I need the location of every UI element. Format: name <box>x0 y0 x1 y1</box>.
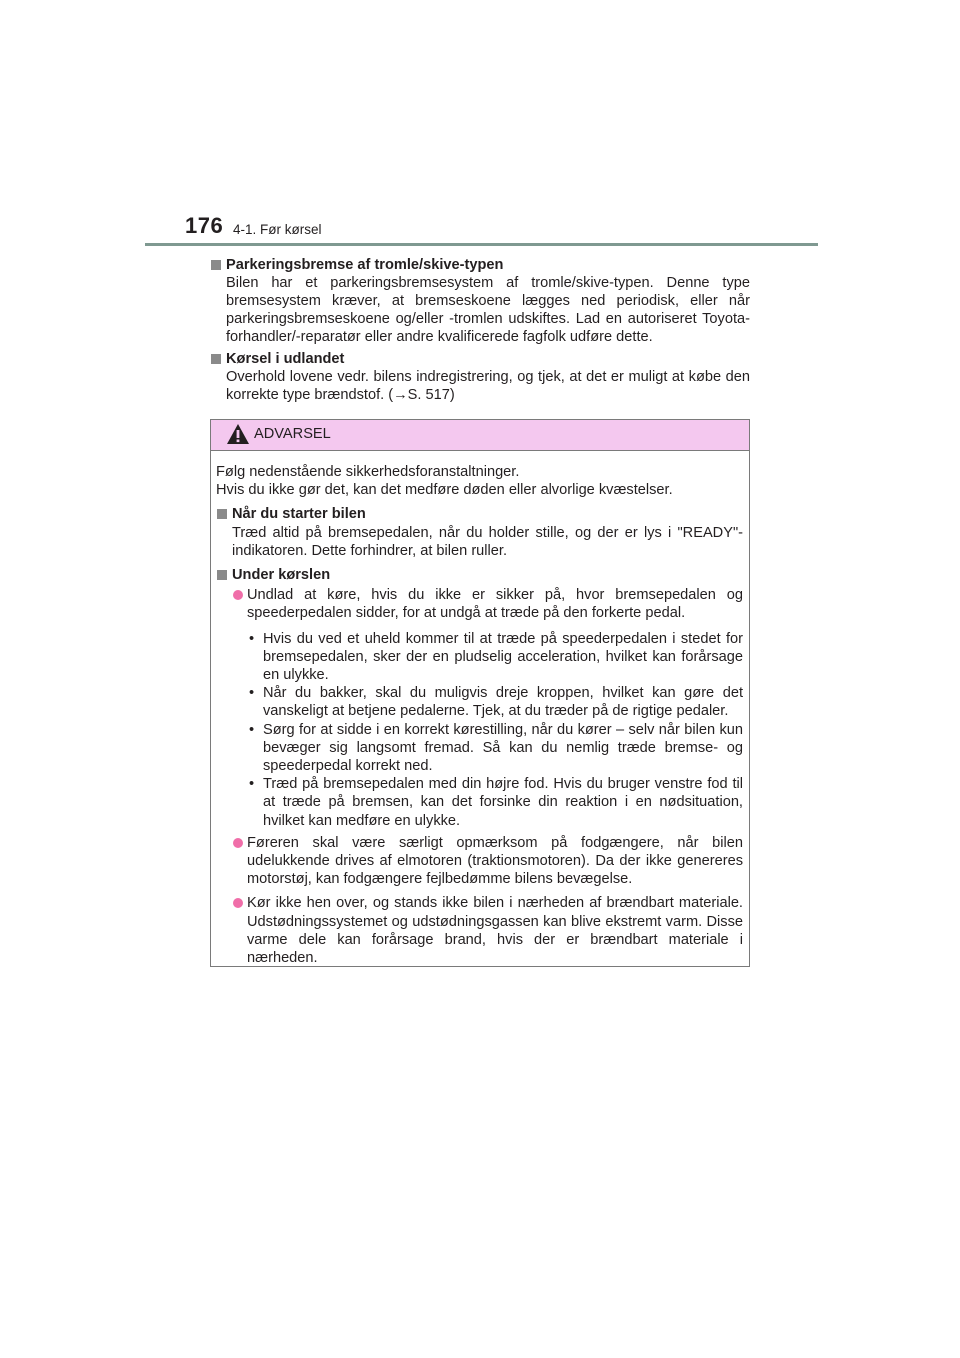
pink-dot-icon <box>233 590 243 600</box>
list-item <box>216 586 743 622</box>
warning-heading-text: Under kørslen <box>232 567 331 584</box>
section-paragraph: Overhold lovene vedr. bilens indregistrering, og tjek, at det er muligt at købe den korrekte type brændstof. (→S. 517) <box>226 369 750 403</box>
list-item-text: Føreren skal være særligt opmærksom på fodgængere, når bilen udelukkende drives af elmotoren (traktionsmotoren). Da der ikke genereres motorstøj, kan fodgængere fejlbedømme bilens bevægelse. <box>247 834 743 888</box>
list-item-text: Kør ikke hen over, og stands ikke bilen i nærheden af brændbart materiale. Udstødningssystemet og udstødningsgassen kan blive ekstremt varm. Disse varme dele kan forårsage brand, hvis der er brændbart materiale i nærheden. <box>247 895 743 967</box>
square-marker-icon <box>211 354 221 364</box>
pink-dot-icon <box>233 838 243 848</box>
warning-title: ADVARSEL <box>254 426 331 442</box>
sub-list-item-text: Når du bakker, skal du muligvis dreje kroppen, hvilket kan gøre det vanskeligt at betjene pedalerne. Tjek, at du træder på de rigtige pedaler. <box>263 685 743 720</box>
list-item-text: Undlad at køre, hvis du ikke er sikker på, hvor bremsepedalen og speederpedalen sidder, for at undgå at træde på den forkerte pedal. <box>247 587 743 622</box>
bullet-point-icon: • <box>249 776 255 793</box>
sub-list-item <box>216 684 743 720</box>
chapter-title: 4-1. Før kørsel <box>233 222 322 237</box>
square-marker-icon <box>217 509 227 519</box>
square-marker-icon <box>211 260 221 270</box>
sub-list-item-text: Hvis du ved et uheld kommer til at træde på speederpedalen i stedet for bremsepedalen, sker der en pludselig acceleration, hvilket kan forårsage en ulykke. <box>263 630 743 684</box>
warning-header <box>211 420 749 451</box>
warning-box <box>210 419 750 967</box>
sub-list-item <box>216 775 743 830</box>
pink-dot-icon <box>233 898 243 908</box>
sub-list <box>216 630 743 830</box>
list-item <box>216 894 743 967</box>
sub-list-item <box>216 630 743 685</box>
bullet-point-icon: • <box>249 630 255 647</box>
header-rule <box>145 243 818 246</box>
sub-list-item-text: Sørg for at sidde i en korrekt kørestilling, når du kører – selv når bilen kun bevæger sig langsomt fremad. Så kan du nemlig træde bremse- og speederpedal korrekt ned. <box>263 721 743 775</box>
warning-heading <box>216 505 743 523</box>
square-marker-icon <box>217 570 227 580</box>
sub-list-item <box>216 721 743 776</box>
warning-heading <box>216 566 743 584</box>
list-item <box>216 834 743 889</box>
warning-intro: Hvis du ikke gør det, kan det medføre døden eller alvorlige kvæstelser. <box>216 482 673 499</box>
section-heading-text: Parkeringsbremse af tromle/skive-typen <box>226 257 504 273</box>
page-number: 176 <box>185 213 224 238</box>
section-heading <box>210 256 750 274</box>
bullet-point-icon: • <box>249 685 255 702</box>
bullet-point-icon: • <box>249 721 255 738</box>
main-content <box>210 254 750 404</box>
section-paragraph: Bilen har et parkeringsbremsesystem af tromle/skive-typen. Denne type bremsesystem kræver, at bremseskoene lægges ned periodisk, eller når parkeringsbremseskoene og/eller -tromlen udskiftes. Lad en autoriseret Toyota-forhandler/-reparatør eller andre kvalificerede fagfolk udføre dette. <box>226 275 750 345</box>
warning-triangle-icon <box>226 423 250 445</box>
warning-heading-text: Når du starter bilen <box>232 506 366 523</box>
warning-intro: Følg nedenstående sikkerhedsforanstaltninger. <box>216 464 520 480</box>
sub-list-item-text: Træd på bremsepedalen med din højre fod. Hvis du bruger venstre fod til at træde på bremsen, kan det forsinke din reaktion i en nødsituation, hvilket kan medføre en ulykke. <box>263 776 743 829</box>
section-heading-text: Kørsel i udlandet <box>226 351 345 367</box>
warning-body <box>211 451 749 967</box>
warning-paragraph: Træd altid på bremsepedalen, når du holder stille, og der er lys i "READY"-indikatoren. Dette forhindrer, at bilen ruller. <box>232 524 743 559</box>
section-heading <box>210 350 750 368</box>
